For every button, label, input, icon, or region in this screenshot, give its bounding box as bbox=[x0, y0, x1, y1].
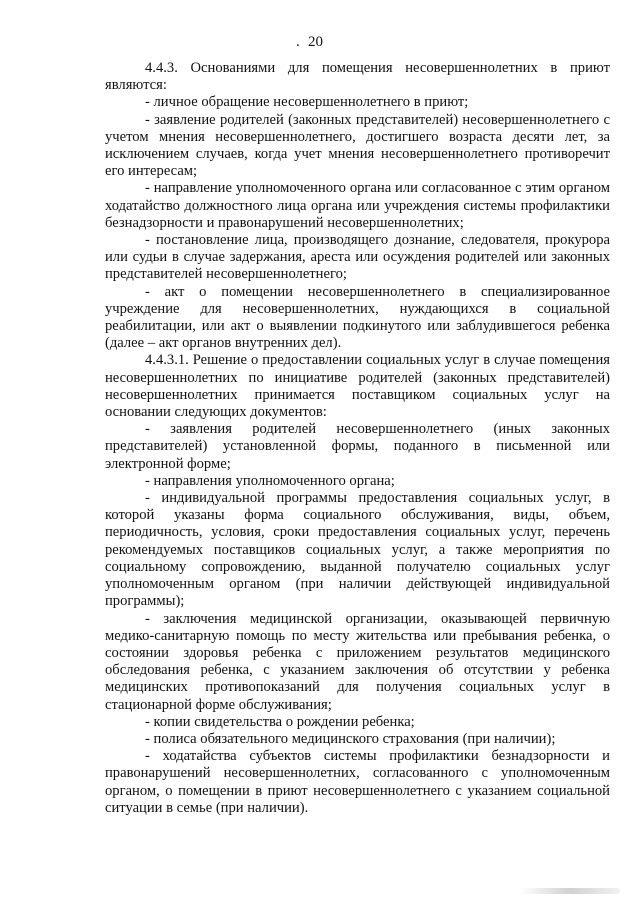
list-item-authority-referral: - направление уполномоченного органа или согласованное с этим органом ходатайство должностного лица органа или учреждения системы профилактики безнадзорности и правонарушений несовершеннолетних; bbox=[105, 180, 610, 231]
page-number: 20 bbox=[308, 34, 323, 50]
list-item-individual-program: - индивидуальной программы предоставления социальных услуг, в которой указаны форма социального обслуживания, виды, объем, периодичность, условия, сроки предоставления социальных услуг, перечень рекомендуемых поставщиков социальных услуг, а также мероприятия по социальному сопровождению, выданной получателю социальных услуг уполномоченным органом (при наличии действующей индивидуальной программы); bbox=[105, 490, 610, 610]
scan-artifact bbox=[520, 888, 620, 894]
list-item-investigator-order: - постановление лица, производящего дознание, следователя, прокурора или судьи в случае задержания, ареста или осуждения родителей или законных представителей несовершеннолетнего; bbox=[105, 232, 610, 283]
document-body bbox=[105, 60, 610, 817]
list-item-placement-act: - акт о помещении несовершеннолетнего в специализированное учреждение для несовершеннолетних, нуждающихся в социальной реабилитации, или акт о выявлении подкинутого или заблудившегося ребенка (далее – акт органов внутренних дел). bbox=[105, 283, 610, 352]
list-item-authority-direction: - направления уполномоченного органа; bbox=[145, 472, 395, 489]
list-item-birth-certificate: - копии свидетельства о рождении ребенка; bbox=[145, 713, 415, 730]
list-item-medical-conclusion: - заключения медицинской организации, оказывающей первичную медико-санитарную помощь по месту жительства или пребывания ребенка, о состоянии здоровья ребенка с приложением результатов медицинского обследования ребенка, с указанием заключения об отсутствии у ребенка медицинских противопоказаний для получения социальных услуг в стационарной форме обслуживания; bbox=[105, 610, 610, 713]
list-item-parent-application: - заявление родителей (законных представителей) несовершеннолетнего с учетом мнения несовершеннолетнего, достигшего возраста десяти лет, за исключением случаев, когда учет мнения несовершеннолетнего противоречит его интересам; bbox=[105, 111, 610, 180]
list-item-parent-statement: - заявления родителей несовершеннолетнего (иных законных представителей) установленной формы, поданного в письменной или электронной форме; bbox=[105, 421, 610, 472]
paragraph-section-4-4-3-1: 4.4.3.1. Решение о предоставлении социальных услуг в случае помещения несовершеннолетних по инициативе родителей (законных представителей) несовершеннолетних принимается поставщиком социальных услуг на основании следующих документов: bbox=[105, 352, 610, 421]
list-item-insurance-policy: - полиса обязательного медицинского страхования (при наличии); bbox=[145, 730, 556, 747]
stray-mark: . bbox=[296, 34, 300, 50]
paragraph-section-4-4-3: 4.4.3. Основаниями для помещения несовершеннолетних в приют являются: bbox=[105, 60, 610, 94]
list-item-personal-request: - личное обращение несовершеннолетнего в приют; bbox=[145, 94, 469, 111]
list-item-prevention-petition: - ходатайства субъектов системы профилактики безнадзорности и правонарушений несовершеннолетних, согласованного с уполномоченным органом, о помещении в приют несовершеннолетнего с указанием социальной ситуации в семье (при наличии). bbox=[105, 748, 610, 816]
